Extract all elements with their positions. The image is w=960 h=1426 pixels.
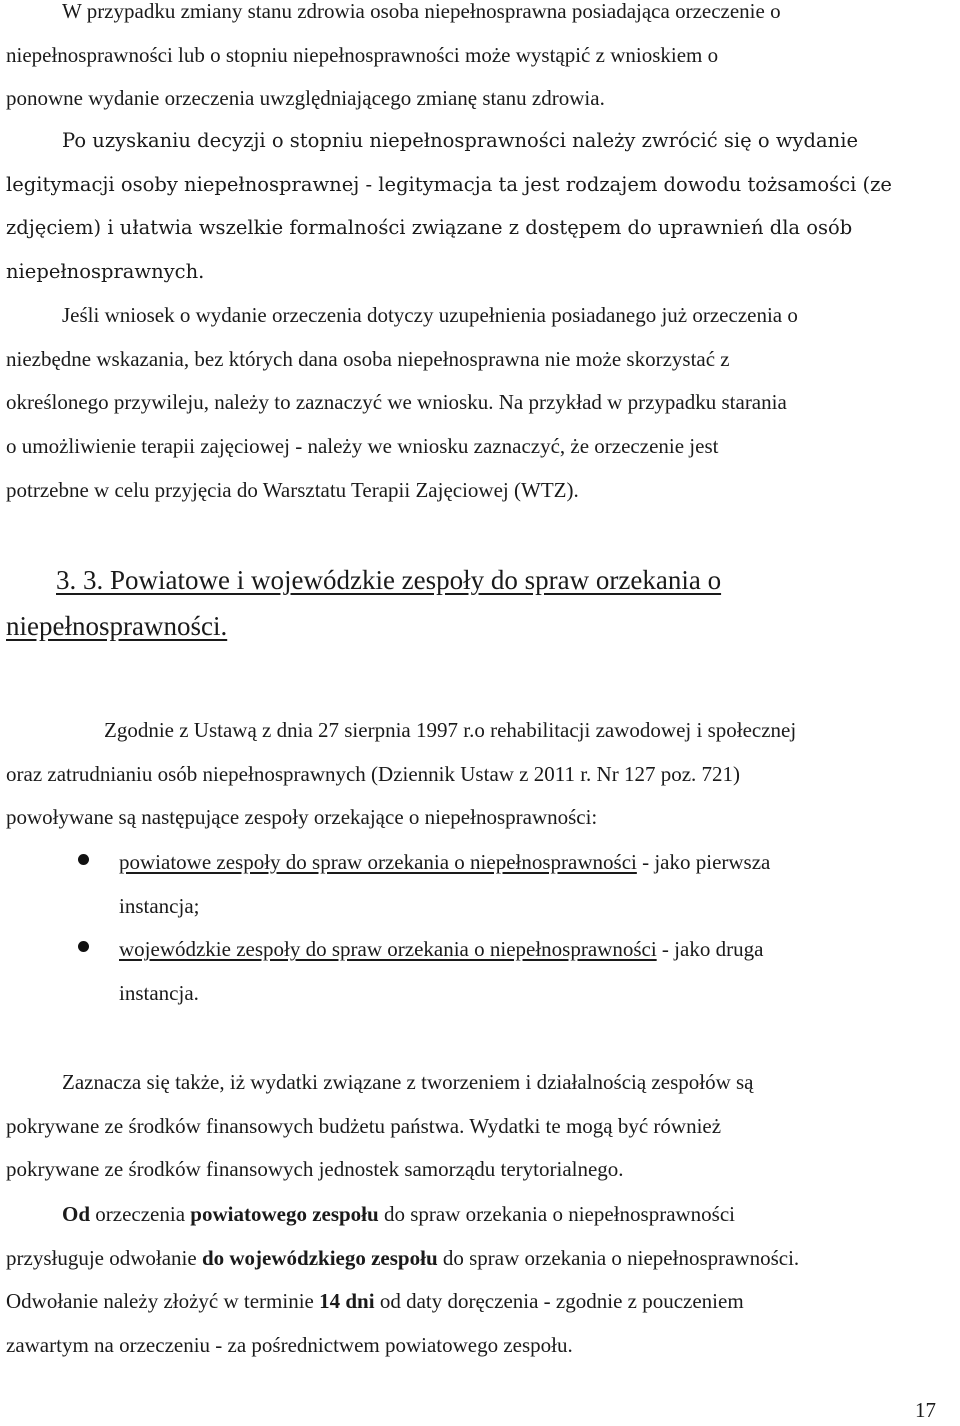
bullet-icon [78,941,89,952]
paragraph-ustawa [6,709,796,840]
text-line: powoływane są następujące zespoły orzekające o niepełnosprawności: [6,805,598,830]
list-item [6,841,770,928]
text-span: do spraw orzekania o niepełnosprawności. [437,1245,800,1270]
text-line: potrzebne w celu przyjęcia do Warsztatu Terapii Zajęciowej (WTZ). [6,477,579,502]
paragraph-wydatki [6,1061,754,1192]
section-heading [6,557,721,649]
text-line: oraz zatrudnianiu osób niepełnosprawnych (Dziennik Ustaw z 2011 r. Nr 127 poz. 721) [6,761,741,786]
paragraph-legitymacja [6,119,892,294]
bullet-list [6,841,770,1016]
paragraph-odwolanie [6,1193,799,1368]
text-line: określonego przywileju, należy to zaznaczyć we wniosku. Na przykład w przypadku starania [6,390,787,415]
text-line: Zgodnie z Ustawą z dnia 27 sierpnia 1997 r.o rehabilitacji zawodowej i społecznej [104,718,797,742]
list-item-text: - jako druga [656,937,764,962]
bold-text: do wojewódzkiego zespołu [201,1245,438,1270]
text-span: Odwołanie należy złożyć w terminie [6,1289,320,1314]
heading-line: 3. 3. Powiatowe i wojewódzkie zespoły do spraw orzekania o [56,565,722,595]
text-line: Zaznacza się także, iż wydatki związane z tworzeniem i działalnością zespołów są [62,1070,754,1094]
paragraph-wniosek [6,294,798,513]
text-span: orzeczenia [90,1202,191,1226]
bold-text: 14 dni [319,1289,375,1314]
text-line: zawartym na orzeczeniu - za pośrednictwem powiatowego zespołu. [6,1333,573,1358]
list-item-link[interactable]: powiatowe zespoły do spraw orzekania o niepełnosprawności [119,850,637,874]
text-line: zdjęciem) i ułatwia wszelkie formalności związane z dostępem do uprawnień dla osób [6,216,853,240]
text-line: legitymacji osoby niepełnosprawnej - legitymacja ta jest rodzajem dowodu tożsamości (ze [6,172,892,196]
list-item-text: instancja; [119,893,200,918]
bold-text: powiatowego zespołu [190,1202,379,1226]
list-item [6,928,770,1015]
text-span: przysługuje odwołanie [6,1245,202,1270]
list-item-text: - jako pierwsza [636,850,771,874]
text-line: niepełnosprawnych. [6,260,205,284]
text-line: niezbędne wskazania, bez których dana osoba niepełnosprawna nie może skorzystać z [6,346,730,371]
text-line: niepełnosprawności lub o stopniu niepełnosprawności może wystąpić z wnioskiem o [6,42,719,67]
text-line: pokrywane ze środków finansowych jednostek samorządu terytorialnego. [6,1157,624,1182]
text-line: pokrywane ze środków finansowych budżetu państwa. Wydatki te mogą być również [6,1113,722,1138]
bullet-icon [78,854,89,865]
text-line: ponowne wydanie orzeczenia uwzględniającego zmianę stanu zdrowia. [6,86,605,111]
text-line: o umożliwienie terapii zajęciowej - należy we wniosku zaznaczyć, że orzeczenie jest [6,434,719,459]
text-span: od daty doręczenia - zgodnie z pouczeniem [374,1289,744,1314]
heading-line: niepełnosprawności. [6,611,228,641]
text-line: W przypadku zmiany stanu zdrowia osoba niepełnosprawna posiadająca orzeczenie o [62,0,781,23]
text-span: do spraw orzekania o niepełnosprawności [378,1202,736,1226]
page-number: 17 [915,1398,936,1422]
list-item-text: instancja. [119,981,199,1006]
bold-text: Od [62,1202,91,1226]
list-item-link[interactable]: wojewódzkie zespoły do spraw orzekania o niepełnosprawności [119,937,657,962]
paragraph-health-change [6,0,781,121]
text-line: Po uzyskaniu decyzji o stopniu niepełnosprawności należy zwrócić się o wydanie [62,129,858,152]
text-line: Jeśli wniosek o wydanie orzeczenia dotyczy uzupełnienia posiadanego już orzeczenia o [62,303,798,327]
